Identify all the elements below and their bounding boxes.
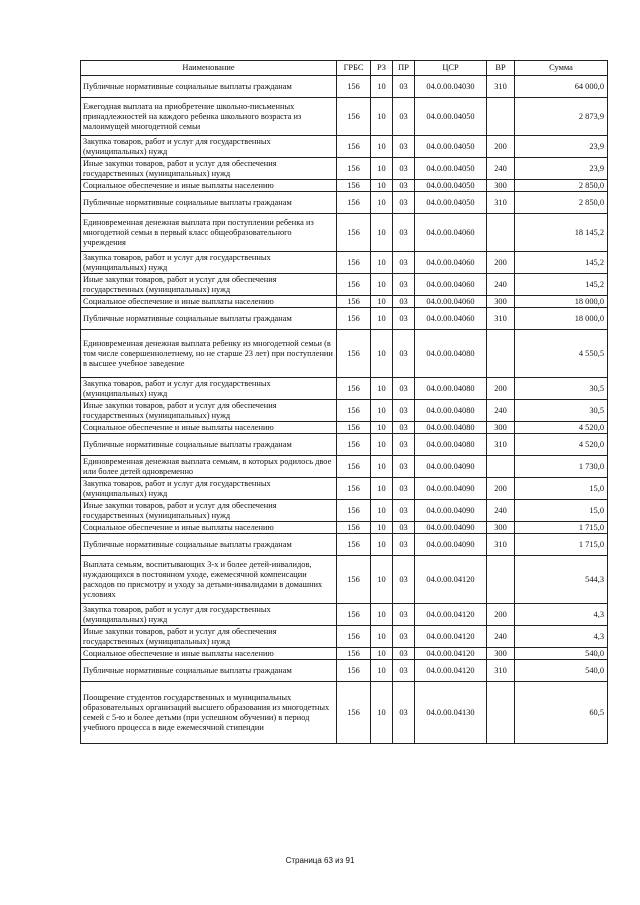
cell-csr: 04.0.00.04080	[415, 330, 487, 378]
cell-sum: 1 715,0	[515, 534, 608, 556]
cell-sum: 2 850,0	[515, 192, 608, 214]
cell-grbs: 156	[337, 180, 371, 192]
cell-grbs: 156	[337, 434, 371, 456]
cell-sum: 2 850,0	[515, 180, 608, 192]
cell-grbs: 156	[337, 456, 371, 478]
table-row	[81, 76, 608, 98]
cell-name: Закупка товаров, работ и услуг для государственных (муниципальных) нужд	[81, 478, 337, 500]
cell-csr: 04.0.00.04090	[415, 456, 487, 478]
cell-csr: 04.0.00.04130	[415, 682, 487, 744]
cell-grbs: 156	[337, 682, 371, 744]
cell-sum: 4 520,0	[515, 422, 608, 434]
cell-rz: 10	[371, 534, 393, 556]
cell-grbs: 156	[337, 556, 371, 604]
cell-pr: 03	[393, 214, 415, 252]
cell-csr: 04.0.00.04120	[415, 648, 487, 660]
cell-csr: 04.0.00.04120	[415, 626, 487, 648]
cell-csr: 04.0.00.04080	[415, 434, 487, 456]
cell-csr: 04.0.00.04120	[415, 660, 487, 682]
cell-rz: 10	[371, 456, 393, 478]
cell-rz: 10	[371, 192, 393, 214]
cell-rz: 10	[371, 434, 393, 456]
cell-pr: 03	[393, 274, 415, 296]
cell-pr: 03	[393, 556, 415, 604]
cell-csr: 04.0.00.04050	[415, 192, 487, 214]
table-row	[81, 660, 608, 682]
cell-name: Закупка товаров, работ и услуг для государственных (муниципальных) нужд	[81, 604, 337, 626]
cell-pr: 03	[393, 136, 415, 158]
cell-rz: 10	[371, 604, 393, 626]
table-row	[81, 158, 608, 180]
cell-grbs: 156	[337, 478, 371, 500]
cell-sum: 1 715,0	[515, 522, 608, 534]
cell-sum: 4,3	[515, 626, 608, 648]
cell-sum: 4 520,0	[515, 434, 608, 456]
cell-name: Единовременная денежная выплата семьям, в которых родилось двое или более детей одновременно	[81, 456, 337, 478]
cell-csr: 04.0.00.04080	[415, 400, 487, 422]
cell-pr: 03	[393, 252, 415, 274]
cell-pr: 03	[393, 308, 415, 330]
cell-sum: 540,0	[515, 648, 608, 660]
cell-name: Социальное обеспечение и иные выплаты населению	[81, 422, 337, 434]
cell-sum: 544,3	[515, 556, 608, 604]
cell-csr: 04.0.00.04120	[415, 604, 487, 626]
header-grbs: ГРБС	[337, 61, 371, 76]
table-row	[81, 378, 608, 400]
cell-rz: 10	[371, 626, 393, 648]
cell-rz: 10	[371, 252, 393, 274]
cell-sum: 2 873,9	[515, 98, 608, 136]
cell-pr: 03	[393, 522, 415, 534]
cell-pr: 03	[393, 180, 415, 192]
cell-pr: 03	[393, 400, 415, 422]
cell-pr: 03	[393, 626, 415, 648]
cell-vr: 240	[487, 274, 515, 296]
cell-pr: 03	[393, 158, 415, 180]
header-sum: Сумма	[515, 61, 608, 76]
cell-name: Публичные нормативные социальные выплаты гражданам	[81, 434, 337, 456]
cell-sum: 64 000,0	[515, 76, 608, 98]
cell-name: Единовременная денежная выплата при поступлении ребенка из многодетной семьи в первый класс общеобразовательного учреждения	[81, 214, 337, 252]
cell-grbs: 156	[337, 660, 371, 682]
cell-csr: 04.0.00.04060	[415, 296, 487, 308]
cell-sum: 30,5	[515, 400, 608, 422]
cell-name: Публичные нормативные социальные выплаты гражданам	[81, 76, 337, 98]
cell-vr: 300	[487, 522, 515, 534]
cell-csr: 04.0.00.04060	[415, 274, 487, 296]
cell-pr: 03	[393, 434, 415, 456]
cell-pr: 03	[393, 648, 415, 660]
cell-vr: 310	[487, 192, 515, 214]
cell-pr: 03	[393, 456, 415, 478]
table-row	[81, 180, 608, 192]
cell-grbs: 156	[337, 136, 371, 158]
cell-rz: 10	[371, 330, 393, 378]
cell-grbs: 156	[337, 98, 371, 136]
cell-vr: 200	[487, 478, 515, 500]
cell-pr: 03	[393, 378, 415, 400]
cell-grbs: 156	[337, 400, 371, 422]
cell-sum: 145,2	[515, 252, 608, 274]
table-row	[81, 330, 608, 378]
cell-vr: 200	[487, 378, 515, 400]
cell-rz: 10	[371, 478, 393, 500]
cell-grbs: 156	[337, 500, 371, 522]
cell-name: Ежегодная выплата на приобретение школьно-письменных принадлежностей на каждого ребенка школьного возраста из малоимущей многодетной семьи	[81, 98, 337, 136]
cell-pr: 03	[393, 422, 415, 434]
cell-sum: 145,2	[515, 274, 608, 296]
cell-sum: 540,0	[515, 660, 608, 682]
cell-sum: 18 145,2	[515, 214, 608, 252]
cell-vr: 300	[487, 296, 515, 308]
table-row	[81, 534, 608, 556]
cell-sum: 30,5	[515, 378, 608, 400]
cell-name: Социальное обеспечение и иные выплаты населению	[81, 296, 337, 308]
cell-rz: 10	[371, 660, 393, 682]
header-name: Наименование	[81, 61, 337, 76]
cell-vr: 240	[487, 400, 515, 422]
header-csr: ЦСР	[415, 61, 487, 76]
cell-grbs: 156	[337, 534, 371, 556]
cell-vr: 310	[487, 660, 515, 682]
cell-rz: 10	[371, 274, 393, 296]
cell-pr: 03	[393, 76, 415, 98]
cell-csr: 04.0.00.04090	[415, 478, 487, 500]
cell-grbs: 156	[337, 214, 371, 252]
cell-csr: 04.0.00.04050	[415, 136, 487, 158]
cell-grbs: 156	[337, 76, 371, 98]
cell-rz: 10	[371, 500, 393, 522]
cell-name: Публичные нормативные социальные выплаты гражданам	[81, 192, 337, 214]
budget-table-page	[80, 60, 607, 744]
page-number: Страница 63 из 91	[285, 856, 355, 865]
cell-pr: 03	[393, 682, 415, 744]
cell-vr: 300	[487, 648, 515, 660]
table-row	[81, 682, 608, 744]
table-row	[81, 500, 608, 522]
cell-vr	[487, 214, 515, 252]
cell-vr: 240	[487, 158, 515, 180]
cell-vr: 300	[487, 422, 515, 434]
cell-name: Единовременная денежная выплата ребенку из многодетной семьи (в том числе совершеннолетнему, но не старше 23 лет) при поступлении в высшее учебное заведение	[81, 330, 337, 378]
cell-grbs: 156	[337, 296, 371, 308]
cell-name: Иные закупки товаров, работ и услуг для обеспечения государственных (муниципальных) нужд	[81, 274, 337, 296]
cell-sum: 15,0	[515, 478, 608, 500]
cell-pr: 03	[393, 534, 415, 556]
cell-csr: 04.0.00.04080	[415, 378, 487, 400]
cell-grbs: 156	[337, 158, 371, 180]
cell-grbs: 156	[337, 648, 371, 660]
cell-sum: 4 550,5	[515, 330, 608, 378]
cell-pr: 03	[393, 192, 415, 214]
cell-rz: 10	[371, 682, 393, 744]
table-row	[81, 274, 608, 296]
cell-csr: 04.0.00.04090	[415, 534, 487, 556]
header-vr: ВР	[487, 61, 515, 76]
cell-vr: 200	[487, 252, 515, 274]
cell-vr	[487, 98, 515, 136]
table-row	[81, 400, 608, 422]
cell-csr: 04.0.00.04060	[415, 252, 487, 274]
cell-grbs: 156	[337, 626, 371, 648]
cell-vr: 240	[487, 626, 515, 648]
cell-csr: 04.0.00.04050	[415, 98, 487, 136]
cell-csr: 04.0.00.04050	[415, 158, 487, 180]
cell-vr: 310	[487, 76, 515, 98]
cell-rz: 10	[371, 98, 393, 136]
cell-csr: 04.0.00.04060	[415, 214, 487, 252]
cell-name: Закупка товаров, работ и услуг для государственных (муниципальных) нужд	[81, 136, 337, 158]
cell-csr: 04.0.00.04030	[415, 76, 487, 98]
cell-grbs: 156	[337, 308, 371, 330]
table-row	[81, 478, 608, 500]
cell-name: Иные закупки товаров, работ и услуг для обеспечения государственных (муниципальных) нужд	[81, 500, 337, 522]
cell-vr: 310	[487, 308, 515, 330]
cell-pr: 03	[393, 296, 415, 308]
cell-rz: 10	[371, 378, 393, 400]
cell-name: Социальное обеспечение и иные выплаты населению	[81, 648, 337, 660]
cell-name: Публичные нормативные социальные выплаты гражданам	[81, 308, 337, 330]
cell-grbs: 156	[337, 274, 371, 296]
cell-grbs: 156	[337, 422, 371, 434]
cell-sum: 60,5	[515, 682, 608, 744]
cell-rz: 10	[371, 180, 393, 192]
cell-pr: 03	[393, 478, 415, 500]
cell-sum: 1 730,0	[515, 456, 608, 478]
cell-vr	[487, 330, 515, 378]
table-row	[81, 626, 608, 648]
cell-vr	[487, 556, 515, 604]
cell-sum: 15,0	[515, 500, 608, 522]
cell-name: Поощрение студентов государственных и муниципальных образовательных организаций высшего образования из многодетных семей с 5-ю и более детьми (при успешном обучении) в период учебного процесса в виде ежемесячной стипендии	[81, 682, 337, 744]
cell-csr: 04.0.00.04080	[415, 422, 487, 434]
cell-grbs: 156	[337, 522, 371, 534]
cell-csr: 04.0.00.04120	[415, 556, 487, 604]
cell-rz: 10	[371, 556, 393, 604]
cell-vr	[487, 682, 515, 744]
cell-rz: 10	[371, 400, 393, 422]
cell-name: Социальное обеспечение и иные выплаты населению	[81, 522, 337, 534]
cell-name: Закупка товаров, работ и услуг для государственных (муниципальных) нужд	[81, 378, 337, 400]
cell-vr: 200	[487, 136, 515, 158]
cell-name: Иные закупки товаров, работ и услуг для обеспечения государственных (муниципальных) нужд	[81, 400, 337, 422]
cell-rz: 10	[371, 648, 393, 660]
cell-rz: 10	[371, 158, 393, 180]
budget-table	[80, 60, 608, 744]
cell-rz: 10	[371, 308, 393, 330]
cell-grbs: 156	[337, 378, 371, 400]
cell-pr: 03	[393, 98, 415, 136]
cell-rz: 10	[371, 214, 393, 252]
table-row	[81, 648, 608, 660]
cell-grbs: 156	[337, 192, 371, 214]
cell-rz: 10	[371, 522, 393, 534]
cell-rz: 10	[371, 296, 393, 308]
cell-vr: 310	[487, 434, 515, 456]
cell-name: Выплата семьям, воспитывающих 3-х и более детей-инвалидов, нуждающихся в постоянном уходе, ежемесячной компенсации расходов по присмотру и уходу за детьми-инвалидами в домашних условиях	[81, 556, 337, 604]
cell-sum: 18 000,0	[515, 308, 608, 330]
table-row	[81, 434, 608, 456]
cell-vr: 240	[487, 500, 515, 522]
cell-grbs: 156	[337, 604, 371, 626]
table-row	[81, 136, 608, 158]
cell-sum: 4,3	[515, 604, 608, 626]
cell-vr: 200	[487, 604, 515, 626]
table-row	[81, 252, 608, 274]
cell-rz: 10	[371, 422, 393, 434]
cell-csr: 04.0.00.04060	[415, 308, 487, 330]
cell-name: Публичные нормативные социальные выплаты гражданам	[81, 660, 337, 682]
table-row	[81, 456, 608, 478]
cell-vr: 300	[487, 180, 515, 192]
cell-name: Закупка товаров, работ и услуг для государственных (муниципальных) нужд	[81, 252, 337, 274]
cell-name: Социальное обеспечение и иные выплаты населению	[81, 180, 337, 192]
cell-name: Иные закупки товаров, работ и услуг для обеспечения государственных (муниципальных) нужд	[81, 626, 337, 648]
table-row	[81, 308, 608, 330]
table-row	[81, 296, 608, 308]
table-header-row	[81, 61, 608, 76]
cell-rz: 10	[371, 136, 393, 158]
cell-pr: 03	[393, 330, 415, 378]
cell-name: Публичные нормативные социальные выплаты гражданам	[81, 534, 337, 556]
cell-name: Иные закупки товаров, работ и услуг для обеспечения государственных (муниципальных) нужд	[81, 158, 337, 180]
cell-csr: 04.0.00.04050	[415, 180, 487, 192]
table-row	[81, 192, 608, 214]
table-row	[81, 422, 608, 434]
cell-csr: 04.0.00.04090	[415, 500, 487, 522]
table-row	[81, 522, 608, 534]
header-rz: РЗ	[371, 61, 393, 76]
cell-vr	[487, 456, 515, 478]
cell-pr: 03	[393, 660, 415, 682]
table-row	[81, 604, 608, 626]
cell-sum: 23,9	[515, 158, 608, 180]
cell-csr: 04.0.00.04090	[415, 522, 487, 534]
cell-rz: 10	[371, 76, 393, 98]
cell-grbs: 156	[337, 252, 371, 274]
cell-pr: 03	[393, 500, 415, 522]
cell-grbs: 156	[337, 330, 371, 378]
cell-vr: 310	[487, 534, 515, 556]
table-row	[81, 556, 608, 604]
table-row	[81, 214, 608, 252]
cell-sum: 23,9	[515, 136, 608, 158]
cell-pr: 03	[393, 604, 415, 626]
header-pr: ПР	[393, 61, 415, 76]
table-row	[81, 98, 608, 136]
cell-sum: 18 000,0	[515, 296, 608, 308]
